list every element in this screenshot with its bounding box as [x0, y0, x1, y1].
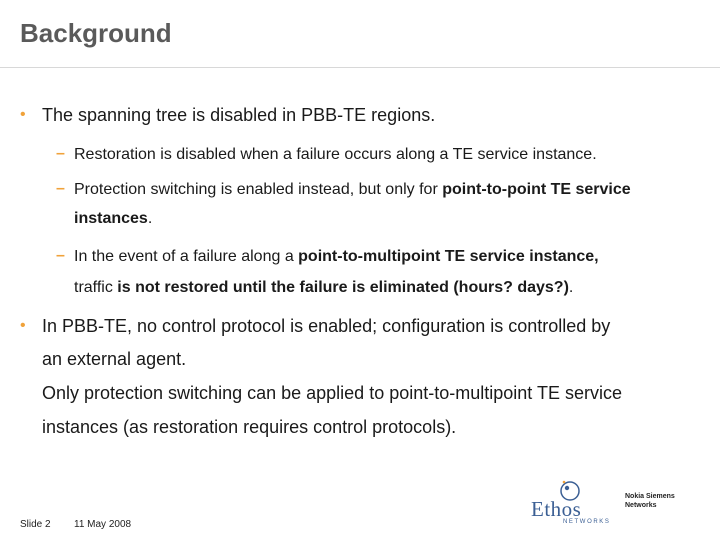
sub-bullet-2-continuation	[74, 210, 152, 228]
bullet-2-line-3: Only protection switching can be applied to point-to-multipoint TE service	[42, 383, 622, 403]
sub-bullet-2-end: .	[147, 210, 153, 227]
slide-number: Slide 2	[20, 519, 51, 530]
page-title: Background	[20, 18, 172, 48]
bullet-marker: •	[20, 317, 26, 334]
sub-bullet-3-plain: In the event of a failure along a	[74, 248, 299, 265]
bullet-2-line-1: In PBB-TE, no control protocol is enabled; configuration is controlled by	[42, 316, 611, 336]
ethos-logo-sub: NETWORKS	[563, 519, 611, 525]
ethos-logo-word: Ethos	[531, 497, 582, 521]
bullet-2-line-2: an external agent.	[42, 349, 187, 369]
nsn-logo	[625, 492, 675, 510]
sub-bullet-2-plain: Protection switching is enabled instead, but only for	[74, 181, 443, 198]
sub-bullet-3-end: .	[568, 279, 574, 296]
title-divider	[0, 67, 720, 68]
slide-date: 11 May 2008	[74, 519, 132, 530]
sub-bullet-marker: –	[56, 247, 65, 264]
bullet-marker: •	[20, 106, 26, 123]
nsn-logo-line-2: Networks	[625, 502, 657, 509]
sub-bullet-3-bold: point-to-multipoint TE service instance,	[298, 248, 599, 265]
sub-bullet-marker: –	[56, 145, 65, 162]
sub-bullet-marker: –	[56, 180, 65, 197]
bullet-2-line-4: instances (as restoration requires control protocols).	[42, 417, 457, 437]
sub-bullet-3-cont-plain: traffic	[74, 279, 118, 296]
sub-bullet-2-bold: point-to-point TE service	[442, 181, 631, 198]
sub-bullet-2-cont-bold: instances	[74, 210, 148, 227]
sub-bullet-1-text: Restoration is disabled when a failure occurs along a TE service instance.	[74, 146, 597, 163]
sub-bullet-3-continuation	[74, 279, 573, 297]
bullet-1-text: The spanning tree is disabled in PBB-TE regions.	[42, 105, 436, 125]
sub-bullet-3-text	[74, 248, 599, 266]
nsn-logo-line-1: Nokia Siemens	[625, 493, 675, 500]
sub-bullet-3-cont-bold: is not restored until the failure is eliminated (hours? days?)	[117, 279, 569, 296]
sub-bullet-2-text	[74, 181, 631, 199]
